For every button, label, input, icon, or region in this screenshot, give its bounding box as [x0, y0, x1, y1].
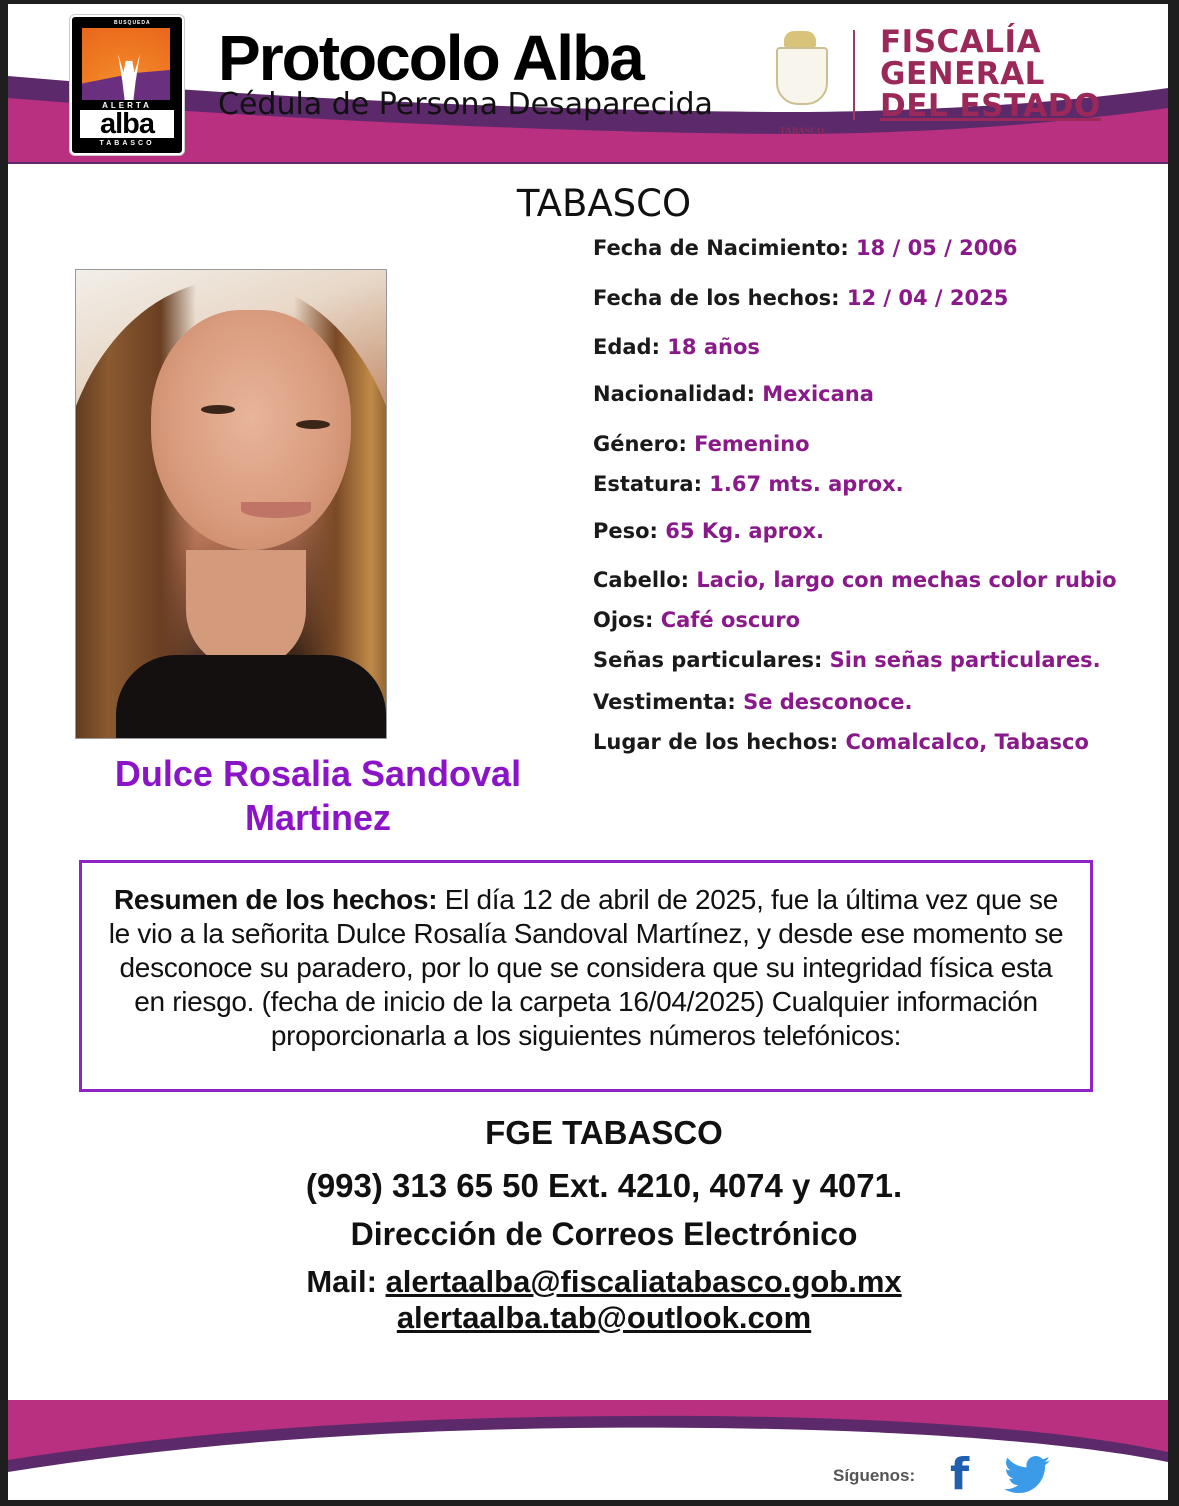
field-distinguishing-marks: Señas particulares: Sin señas particulares.	[593, 648, 1101, 672]
person-name	[68, 752, 568, 840]
page-title: Protocolo Alba	[218, 22, 643, 94]
field-incident-date: Fecha de los hechos: 12 / 04 / 2025	[593, 286, 1009, 310]
page-subtitle: Cédula de Persona Desaparecida	[218, 87, 713, 122]
mail-label: Mail:	[306, 1264, 386, 1299]
agency-name	[880, 26, 1101, 122]
crest-label: TABASCO	[779, 126, 825, 136]
agency-line-3: DEL ESTADO	[880, 88, 1101, 124]
email-link-1[interactable]: alertaalba@fiscaliatabasco.gob.mx	[385, 1264, 902, 1299]
follow-label: Síguenos:	[833, 1466, 916, 1485]
field-incident-location: Lugar de los hechos: Comalcalco, Tabasco	[593, 730, 1089, 754]
missing-person-bulletin	[8, 4, 1168, 1500]
footer-band	[8, 1400, 1168, 1490]
logo-alba-text: alba	[80, 110, 174, 138]
field-nationality: Nacionalidad: Mexicana	[593, 382, 874, 406]
agency-line-2: GENERAL	[880, 56, 1045, 92]
logo-alerta-text: ALERTA	[102, 101, 152, 110]
field-age: Edad: 18 años	[593, 335, 760, 359]
alerta-alba-logo	[70, 15, 184, 155]
email-heading: Dirección de Correos Electrónico	[350, 1216, 858, 1252]
tabasco-crest-icon	[770, 29, 830, 136]
contact-org: FGE TABASCO	[485, 1114, 723, 1151]
state-heading: TABASCO	[516, 182, 692, 225]
email-line-2	[8, 1300, 1168, 1336]
logo-state-text: TABASCO	[99, 140, 155, 147]
field-weight: Peso: 65 Kg. aprox.	[593, 519, 824, 543]
logo-top-text: BUSQUEDA	[114, 20, 151, 26]
field-height: Estatura: 1.67 mts. aprox.	[593, 472, 904, 496]
facebook-icon[interactable]: f	[950, 1449, 970, 1500]
email-line-1	[8, 1264, 1168, 1300]
contact-phone[interactable]: (993) 313 65 50 Ext. 4210, 4074 y 4071.	[305, 1167, 903, 1204]
agency-line-1: FISCALÍA	[880, 24, 1042, 60]
logo-artwork	[82, 28, 170, 100]
header-divider	[853, 30, 855, 120]
email-link-2[interactable]: alertaalba.tab@outlook.com	[396, 1300, 812, 1335]
field-gender: Género: Femenino	[593, 432, 810, 456]
summary-label: Resumen de los hechos:	[114, 884, 438, 915]
summary-text: El día 12 de abril de 2025, fue la última vez que se le vio a la señorita Dulce Rosalía Sandoval Martínez, y desde ese momento se desconoce su paradero, por lo que se considera que su integridad física esta en riesgo. (fecha de inicio de la carpeta 16/04/2025) Cualquier información proporcionarla a los siguientes números telefónicos:	[108, 884, 1064, 1051]
field-eyes: Ojos: Café oscuro	[593, 608, 801, 632]
field-clothing: Vestimenta: Se desconoce.	[593, 690, 913, 714]
incident-summary-box	[79, 860, 1093, 1092]
twitter-icon[interactable]	[1003, 1456, 1051, 1494]
person-name-line-1: Dulce Rosalia Sandoval	[114, 753, 522, 794]
person-name-line-2: Martinez	[244, 797, 392, 838]
person-photo	[75, 269, 387, 739]
field-hair: Cabello: Lacio, largo con mechas color rubio	[593, 568, 1117, 592]
field-birth-date: Fecha de Nacimiento: 18 / 05 / 2006	[593, 236, 1018, 260]
